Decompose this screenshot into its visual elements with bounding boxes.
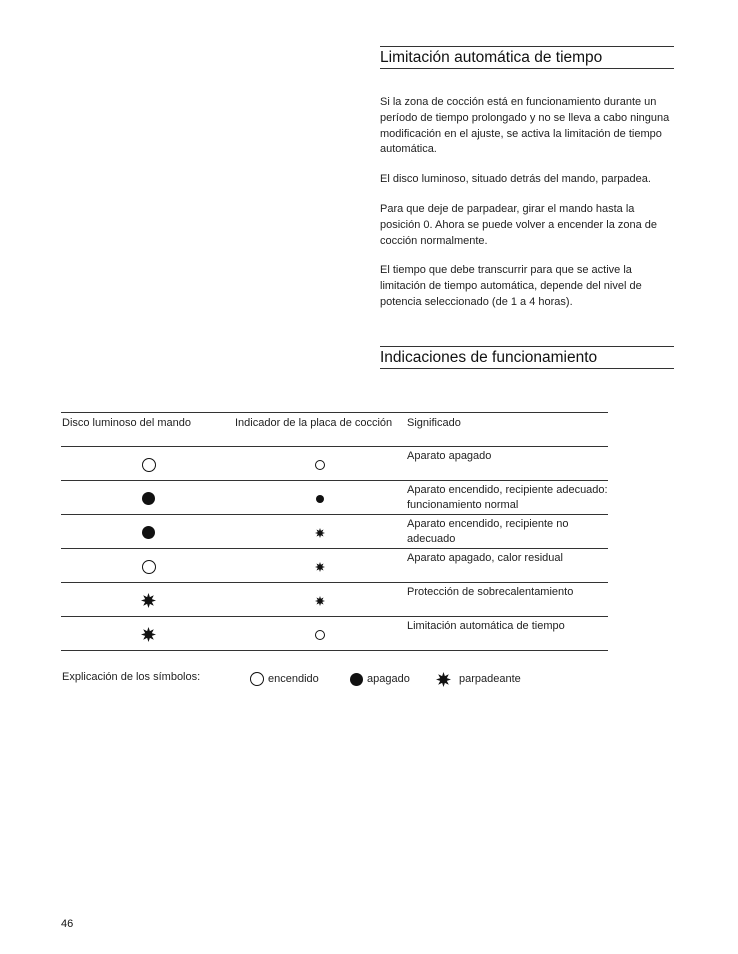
legend-item-on	[250, 670, 319, 688]
header-hob-indicator: Indicador de la placa de cocción	[235, 413, 405, 447]
hob-indicator-cell	[235, 515, 405, 549]
open-circle-icon	[142, 560, 156, 574]
flashing-star-icon	[141, 593, 156, 608]
knob-disc-cell	[61, 481, 235, 515]
table-row	[61, 583, 608, 617]
legend-item-flashing	[436, 670, 521, 688]
meaning-cell: Aparato apagado	[405, 447, 608, 481]
legend-text: apagado	[367, 673, 410, 685]
table-row	[61, 549, 608, 583]
paragraph: Si la zona de cocción está en funcionamiento durante un período de tiempo prolongado y no se lleva a cabo ninguna modificación en el ajuste, se activa la limitación de tiempo automática.	[380, 96, 670, 156]
hob-indicator-cell	[235, 617, 405, 651]
hob-indicator-cell	[235, 447, 405, 481]
paragraph: El disco luminoso, situado detrás del mando, parpadea.	[380, 173, 651, 186]
filled-circle-icon	[350, 673, 363, 686]
symbol-legend	[62, 670, 622, 688]
meaning-cell: Limitación automática de tiempo	[405, 617, 608, 651]
hob-indicator-cell	[235, 481, 405, 515]
flashing-star-icon	[141, 627, 156, 642]
table-row	[61, 481, 608, 515]
open-circle-icon	[315, 630, 325, 640]
knob-disc-cell	[61, 583, 235, 617]
legend-text: encendido	[268, 673, 319, 685]
meaning-cell: Aparato encendido, recipiente adecuado: funcionamiento normal	[405, 481, 608, 515]
time-limit-body	[380, 95, 676, 325]
knob-disc-cell	[61, 617, 235, 651]
table-row	[61, 447, 608, 481]
flashing-star-icon	[436, 672, 451, 687]
indications-table	[61, 412, 608, 651]
meaning-cell: Protección de sobrecalentamiento	[405, 583, 608, 617]
open-circle-icon	[250, 672, 264, 686]
header-meaning: Significado	[405, 413, 608, 447]
legend-item-off	[350, 670, 410, 688]
flashing-star-icon	[315, 562, 325, 572]
table-header-row	[61, 413, 608, 447]
filled-circle-icon	[142, 492, 155, 505]
hob-indicator-cell	[235, 583, 405, 617]
section-title-time-limit: Limitación automática de tiempo	[380, 46, 674, 69]
filled-circle-icon	[142, 526, 155, 539]
meaning-cell: Aparato encendido, recipiente no adecuado	[405, 515, 608, 549]
flashing-star-icon	[315, 596, 325, 606]
legend-label: Explicación de los símbolos:	[62, 671, 201, 683]
table-row	[61, 617, 608, 651]
table-row	[61, 515, 608, 549]
knob-disc-cell	[61, 515, 235, 549]
hob-indicator-cell	[235, 549, 405, 583]
open-circle-icon	[142, 458, 156, 472]
paragraph: Para que deje de parpadear, girar el mando hasta la posición 0. Ahora se puede volver a encender la zona de cocción normalmente.	[380, 202, 658, 247]
filled-circle-icon	[316, 495, 324, 503]
header-knob-disc: Disco luminoso del mando	[61, 413, 235, 447]
paragraph: El tiempo que debe transcurrir para que se active la limitación de tiempo automática, depende del nivel de potencia seleccionado (de 1 a 4 horas).	[380, 264, 642, 308]
legend-text: parpadeante	[459, 673, 521, 685]
flashing-star-icon	[315, 528, 325, 538]
meaning-cell: Aparato apagado, calor residual	[405, 549, 608, 583]
section-title-indications: Indicaciones de funcionamiento	[380, 346, 674, 369]
knob-disc-cell	[61, 447, 235, 481]
knob-disc-cell	[61, 549, 235, 583]
open-circle-icon	[315, 460, 325, 470]
page-number: 46	[61, 918, 74, 930]
